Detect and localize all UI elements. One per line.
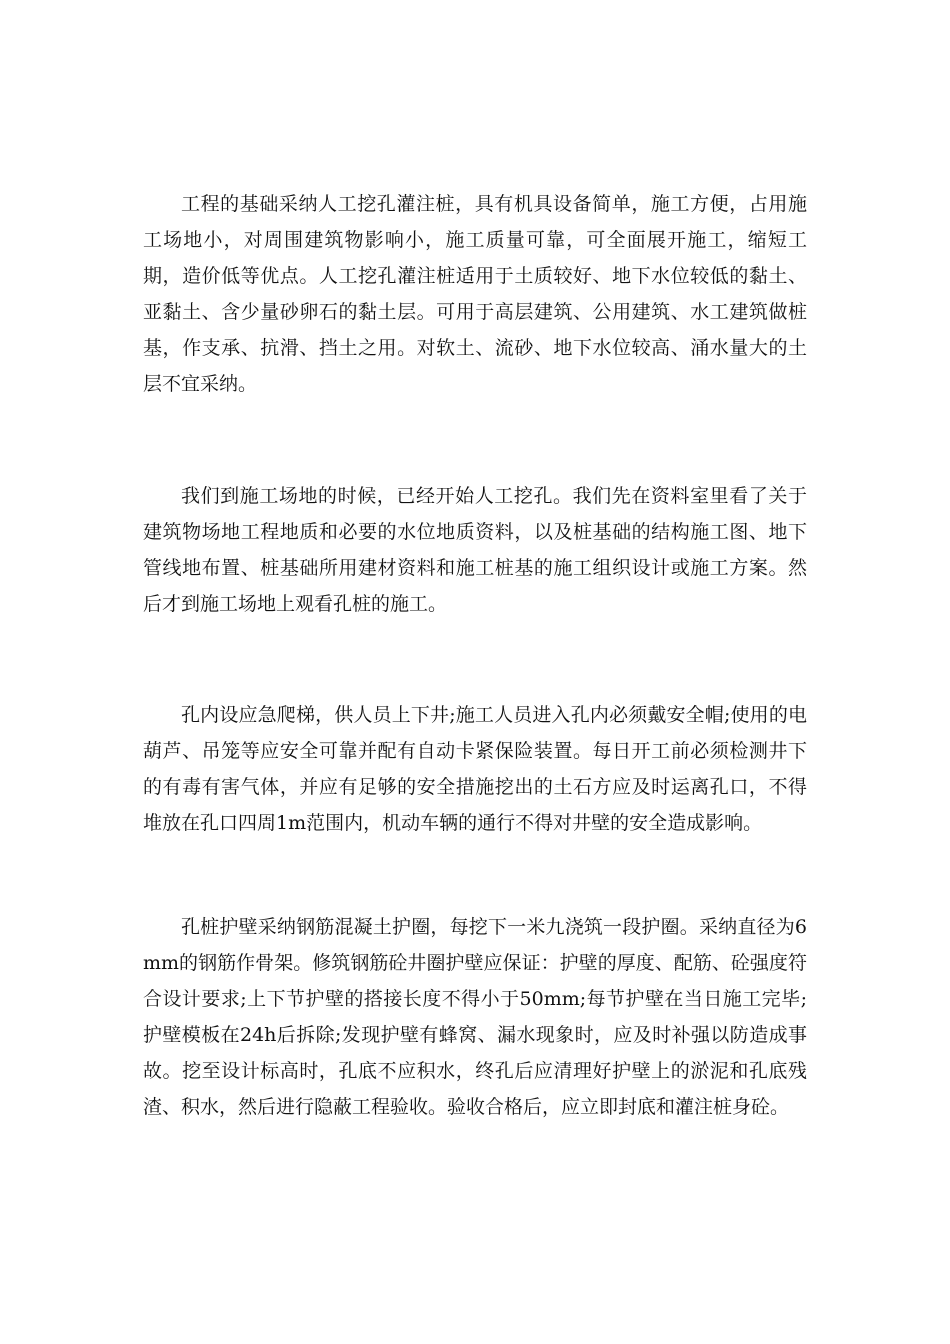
paragraph-site-visit: 我们到施工场地的时候，已经开始人工挖孔。我们先在资料室里看了关于建筑物场地工程地质和必要的水位地质资料，以及桩基础的结构施工图、地下管线地布置、桩基础所用建材资料和施工桩基的施工组织设计或施工方案。然后才到施工场地上观看孔桩的施工。 (143, 485, 807, 615)
paragraph-retaining-wall: 孔桩护壁采纳钢筋混凝土护圈，每挖下一米九浇筑一段护圈。采纳直径为6mm的钢筋作骨架。修筑钢筋砼井圈护壁应保证：护壁的厚度、配筋、砼强度符合设计要求;上下节护壁的搭接长度不得小于50mm;每节护壁在当日施工完毕;护壁模板在24h后拆除;发现护壁有蜂窝、漏水现象时，应及时补强以防造成事故。挖至设计标高时，孔底不应积水，终孔后应清理好护壁上的淤泥和孔底残渣、积水，然后进行隐蔽工程验收。验收合格后，应立即封底和灌注桩身砼。 (143, 916, 807, 1118)
paragraph-construction-method: 工程的基础采纳人工挖孔灌注桩，具有机具设备简单，施工方便，占用施工场地小，对周围建筑物影响小，施工质量可靠，可全面展开施工，缩短工期，造价低等优点。人工挖孔灌注桩适用于土质较好、地下水位较低的黏土、亚黏土、含少量砂卵石的黏土层。可用于高层建筑、公用建筑、水工建筑做桩基，作支承、抗滑、挡土之用。对软土、流砂、地下水位较高、涌水量大的土层不宜采纳。 (143, 193, 807, 395)
paragraph-safety-measures: 孔内设应急爬梯，供人员上下井;施工人员进入孔内必须戴安全帽;使用的电葫芦、吊笼等应安全可靠并配有自动卡紧保险装置。每日开工前必须检测井下的有毒有害气体，并应有足够的安全措施挖出的土石方应及时运离孔口，不得堆放在孔口四周1m范围内，机动车辆的通行不得对井壁的安全造成影响。 (143, 704, 807, 834)
